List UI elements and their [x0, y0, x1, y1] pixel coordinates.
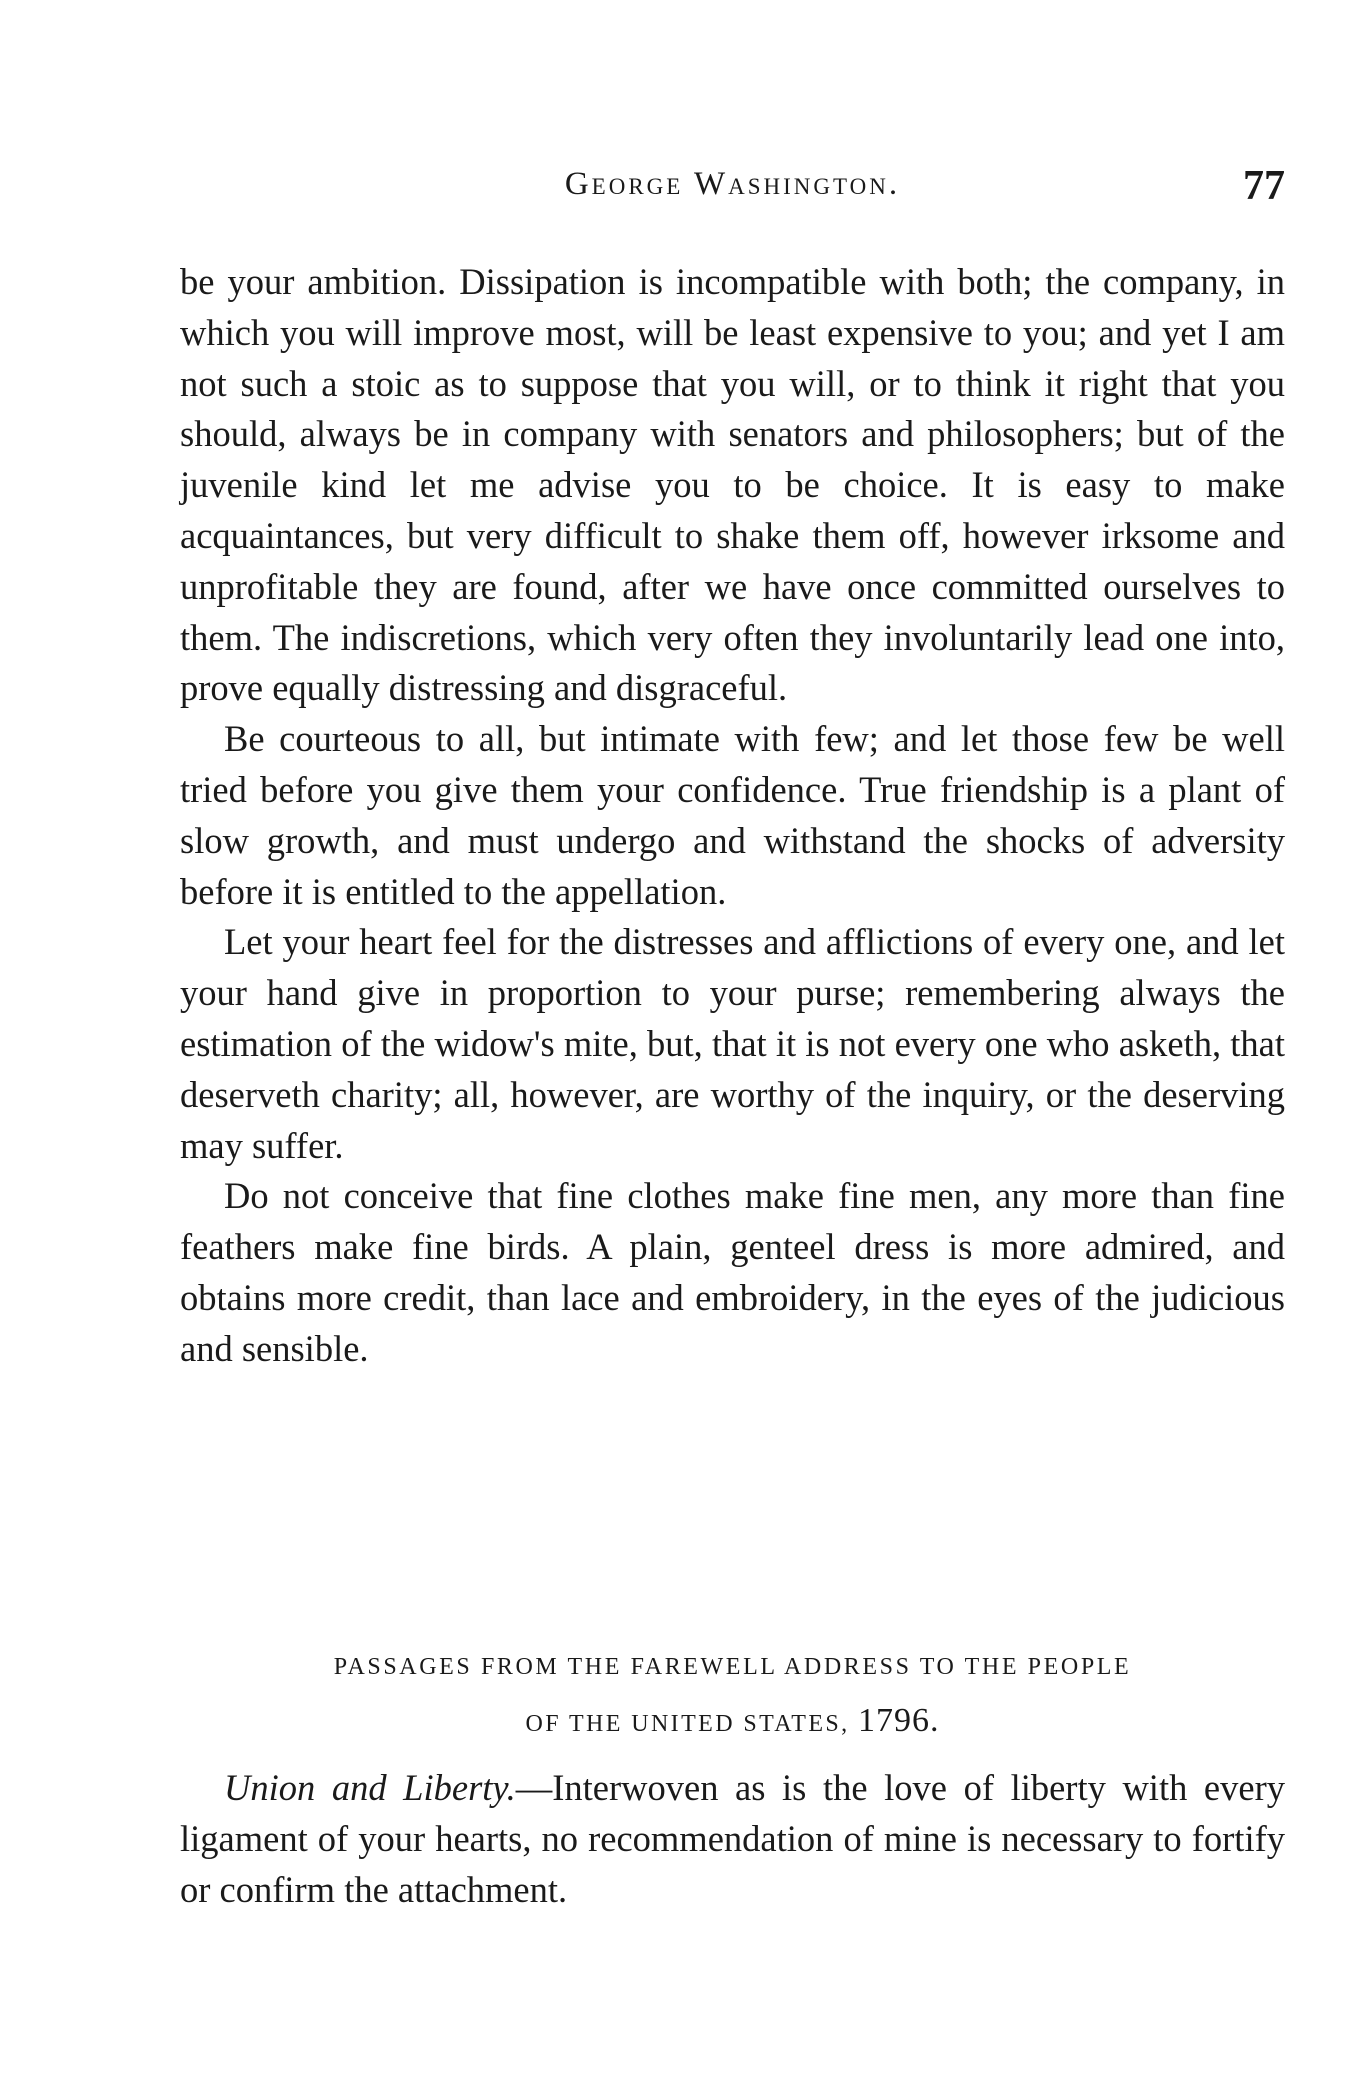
body-text	[180, 257, 1285, 1375]
section-heading-line-2-text: OF THE UNITED STATES,	[525, 1711, 850, 1737]
running-head	[180, 162, 1285, 212]
section-heading-line-2	[180, 1694, 1285, 1751]
running-title: George Washington.	[564, 166, 901, 202]
book-page	[180, 0, 1285, 2085]
section-heading-year: 1796.	[857, 1702, 940, 1739]
paragraph-union-liberty	[180, 1763, 1285, 1915]
page-number: 77	[1243, 163, 1285, 209]
paragraph-courtesy: Be courteous to all, but intimate with few; and let those few be well tried before you give them your confidence. True friendship is a plant of slow growth, and must undergo and withstand the shocks of adversity before it is entitled to the appellation.	[180, 718, 1285, 912]
paragraph-dress: Do not conceive that fine clothes make fine men, any more than fine feathers make fine birds. A plain, genteel dress is more admired, and obtains more credit, than lace and embroidery, in the eyes of the judicious and sensible.	[180, 1175, 1285, 1369]
paragraph-charity: Let your heart feel for the distresses and afflictions of every one, and let your hand give in proportion to your purse; remembering always the estimation of the widow's mite, but, that it is not every one who asketh, that deserveth charity; all, however, are worthy of the inquiry, or the deserving may suffer.	[180, 921, 1285, 1166]
closing-paragraph-text: —Interwoven as is the love of liberty with every ligament of your hearts, no recommendation of mine is necessary to fortify or confirm the attachment.	[180, 1767, 1285, 1910]
section-heading-line-1: PASSAGES FROM THE FAREWELL ADDRESS TO THE PEOPLE	[333, 1654, 1132, 1680]
section-heading	[180, 1640, 1285, 1751]
paragraph-continuation: be your ambition. Dissipation is incompatible with both; the company, in which you will improve most, will be least expensive to you; and yet I am not such a stoic as to suppose that you will, or to think it right that you should, always be in company with senators and philosophers; but of the juvenile kind let me advise you to be choice. It is easy to make acquaintances, but very difficult to shake them off, however irksome and unprofitable they are found, after we have once committed ourselves to them. The indiscretions, which very often they involuntarily lead one into, prove equally distressing and disgraceful.	[180, 261, 1285, 709]
italic-lead: Union and Liberty.	[224, 1767, 516, 1808]
closing-text	[180, 1763, 1285, 1915]
